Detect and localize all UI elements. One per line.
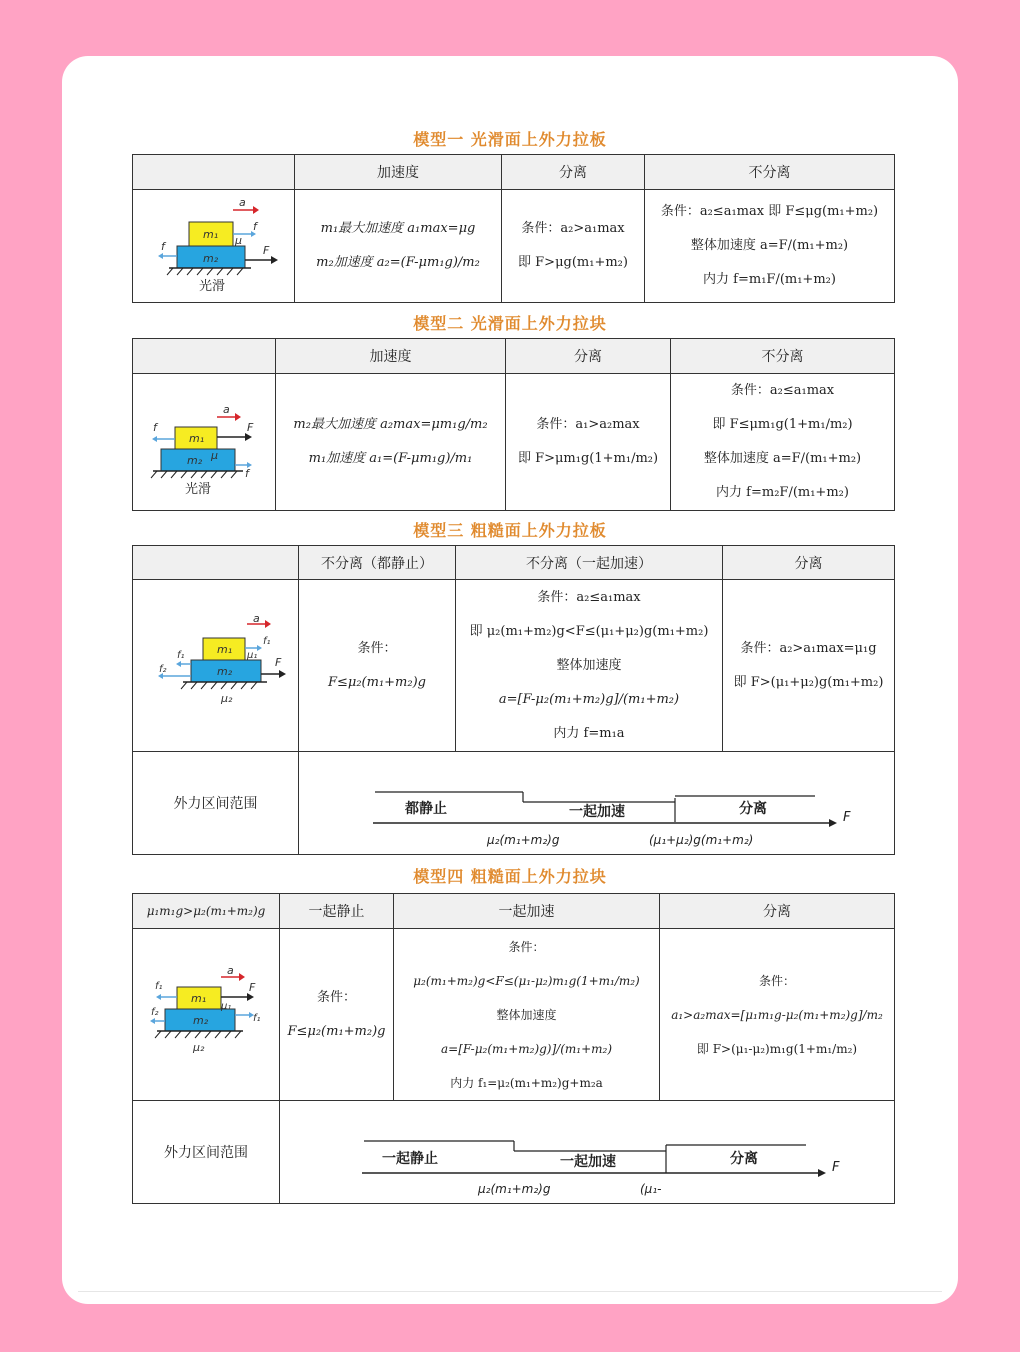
segment-label: 一起静止 [382,1151,438,1167]
formula: 条件：a₁>a₂max [536,417,640,432]
header-cell: 不分离（一起加速） [456,546,723,580]
formula: 整体加速度 [496,1007,557,1022]
model3-table [132,545,895,855]
separate-cell [660,929,895,1101]
model3-title: 模型三 粗糙面上外力拉板 [413,521,607,540]
accel-cell [295,190,502,303]
diagram-cell [133,374,276,511]
label-f: f [245,467,249,480]
header-cell: 加速度 [276,339,506,374]
formula: 条件：a₂≤a₁max [730,383,835,398]
label-f1: f₁ [176,649,185,661]
label-m1: m₁ [189,432,205,445]
label-f: f [160,240,165,253]
friction-arrow-head [150,1018,155,1024]
axis-label: F [832,1160,840,1175]
formula: a₁>a₂max=[μ₁m₁g-μ₂(m₁+m₂)g]/m₂ [671,1007,883,1022]
together-cell [394,929,660,1101]
formula: F≤μ₂(m₁+m₂)g [327,674,426,690]
friction-arrow-head [156,994,161,1000]
tick-label: μ₂(m₁+m₂)g [487,833,560,847]
label-f2: f₂ [158,663,167,675]
model2-table [132,338,895,511]
header-cell: 一起加速 [394,894,660,929]
header-cell [133,546,299,580]
separate-cell [723,580,895,752]
range-label: 外力区间范围 [133,1101,280,1204]
block-diagram [139,194,289,294]
header-cell: 分离 [506,339,671,374]
label-m2: m₂ [193,1013,209,1027]
formula: m₁加速度 a₁=(F-μm₁g)/m₁ [308,451,473,466]
formula: 整体加速度 [556,657,622,673]
friction-arrow-head [152,436,157,442]
accel-arrow-head [235,413,241,421]
range-cell [299,752,895,855]
axis-arrow-head [829,819,837,827]
formula: 即 F>(μ₁-μ₂)m₁g(1+m₁/m₂) [696,1041,858,1056]
model4-table [132,893,895,1204]
not-separate-cell [645,190,895,303]
accel-arrow-head [253,206,259,214]
label-F: F [247,421,254,434]
label-a: a [223,403,230,416]
label-mu1: μ₁ [221,1000,232,1012]
header-cell: 不分离 [671,339,895,374]
header-cell: 加速度 [295,155,502,190]
force-arrow-head [245,433,252,441]
separate-cell [502,190,645,303]
header-cell: 不分离（都静止） [299,546,456,580]
accel-arrow-head [265,620,271,628]
formula: m₂最大加速度 a₂max=μm₁g/m₂ [293,417,488,432]
formula: 条件： [316,989,356,1005]
ground-hatch [181,682,257,689]
ground-hatch [151,471,237,478]
force-arrow-head [247,993,254,1001]
diagram-cell [133,929,280,1101]
label-ground: 光滑 [198,279,225,294]
force-range-diagram [284,1101,892,1199]
together-cell [456,580,723,752]
block-diagram [139,385,269,495]
label-F: F [274,655,281,669]
formula: 条件：a₂>a₁max [521,221,625,236]
formula: a=[F-μ₂(m₁+m₂)g)]/(m₁+m₂) [440,1041,613,1056]
header-cell: 不分离 [645,155,895,190]
formula: 整体加速度 a=F/(m₁+m₂) [690,238,849,253]
static-cell [299,580,456,752]
label-mu2: μ₂ [193,1040,205,1054]
tick-label: (μ₁+μ₂)g(m₁+m₂) [649,833,754,847]
axis-arrow-head [818,1169,826,1177]
friction-arrow-head [257,645,262,651]
segment-label: 一起加速 [560,1154,616,1170]
formula: 内力 f=m₂F/(m₁+m₂) [716,485,849,500]
formula: m₁最大加速度 a₁max=μg [320,221,476,236]
label-mu1: μ₁ [246,649,257,661]
segment-label: 都静止 [405,801,447,817]
formula: 即 μ₂(m₁+m₂)g<F≤(μ₁+μ₂)g(m₁+m₂) [469,623,709,639]
header-cell: 分离 [660,894,895,929]
label-a: a [238,196,246,209]
label-mu: μ [211,449,218,462]
label-F: F [249,980,256,994]
ground-hatch [155,1031,241,1038]
formula: F≤μ₂(m₁+m₂)g [287,1023,386,1039]
formula: 即 F>μg(m₁+m₂) [518,255,628,270]
segment-label: 分离 [739,801,767,817]
formula: 条件：a₂≤a₁max 即 F≤μg(m₁+m₂) [660,204,879,219]
header-cell: 分离 [723,546,895,580]
formula: 条件： [508,939,545,954]
formula: 即 F≤μm₁g(1+m₁/m₂) [712,417,853,432]
formula: 即 F>μm₁g(1+m₁/m₂) [517,451,659,466]
accel-cell [276,374,506,511]
label-m1: m₁ [191,991,207,1005]
diagram-cell [133,190,295,303]
header-cell [133,155,295,190]
formula: 条件： [357,640,397,656]
label-f1: f₁ [253,1012,261,1024]
segment-label: 分离 [730,1151,758,1167]
tick-label: (μ₁- [640,1182,662,1196]
formula: a=[F-μ₂(m₁+m₂)g]/(m₁+m₂) [498,691,680,707]
block-diagram [141,614,291,714]
not-separate-cell [671,374,895,511]
model1-title: 模型一 光滑面上外力拉板 [413,130,607,149]
block-diagram [137,963,277,1063]
label-m1: m₁ [216,642,232,656]
friction-arrow-head [176,661,181,667]
label-f: f [153,421,157,434]
friction-arrow-head [158,253,163,259]
ground-hatch [167,268,243,275]
force-range-diagram [303,752,893,850]
label-f2: f₂ [151,1006,159,1018]
formula: 条件： [758,973,795,988]
header-cell: 分离 [502,155,645,190]
static-cell [280,929,394,1101]
label-mu: μ [234,234,242,247]
model2-title: 模型二 光滑面上外力拉块 [413,314,607,333]
range-label: 外力区间范围 [133,752,299,855]
separate-cell [506,374,671,511]
label-a: a [227,963,234,977]
model4-title: 模型四 粗糙面上外力拉块 [413,867,607,886]
label-ground: 光滑 [185,482,212,495]
diagram-cell [133,580,299,752]
label-f1: f₁ [262,635,271,647]
formula: 内力 f₁=μ₂(m₁+m₂)g+m₂a [450,1075,603,1090]
label-m2: m₂ [216,664,232,678]
formula: 即 F>(μ₁+μ₂)g(m₁+m₂) [733,674,884,690]
force-arrow-head [271,256,278,264]
range-cell [280,1101,895,1204]
force-arrow-head [279,670,286,678]
formula: m₂加速度 a₂=(F-μm₁g)/m₂ [316,255,480,270]
label-f: f [252,220,257,233]
header-cell [133,339,276,374]
formula: 整体加速度 a=F/(m₁+m₂) [703,451,862,466]
label-m1: m₁ [202,228,218,241]
label-F: F [262,244,269,257]
divider [78,1291,942,1292]
label-m2: m₂ [187,454,203,467]
label-f1: f₁ [155,980,163,992]
axis-label: F [843,810,851,825]
label-mu2: μ₂ [220,691,232,705]
formula: μ₂(m₁+m₂)g<F≤(μ₁-μ₂)m₁g(1+m₁/m₂) [413,973,640,988]
label-m2: m₂ [202,252,218,265]
header-cell: μ₁m₁g>μ₂(m₁+m₂)g [133,894,280,929]
formula: 条件：a₂>a₁max=μ₁g [740,640,877,656]
tick-label: μ₂(m₁+m₂)g [478,1182,551,1196]
formula: 条件：a₂≤a₁max [537,589,641,605]
header-cell: 一起静止 [280,894,394,929]
label-a: a [252,613,260,625]
accel-arrow-head [239,973,245,981]
formula: 内力 f=m₁a [553,725,625,741]
segment-label: 一起加速 [569,804,625,820]
formula: 内力 f=m₁F/(m₁+m₂) [703,272,836,287]
model1-table [132,154,895,303]
